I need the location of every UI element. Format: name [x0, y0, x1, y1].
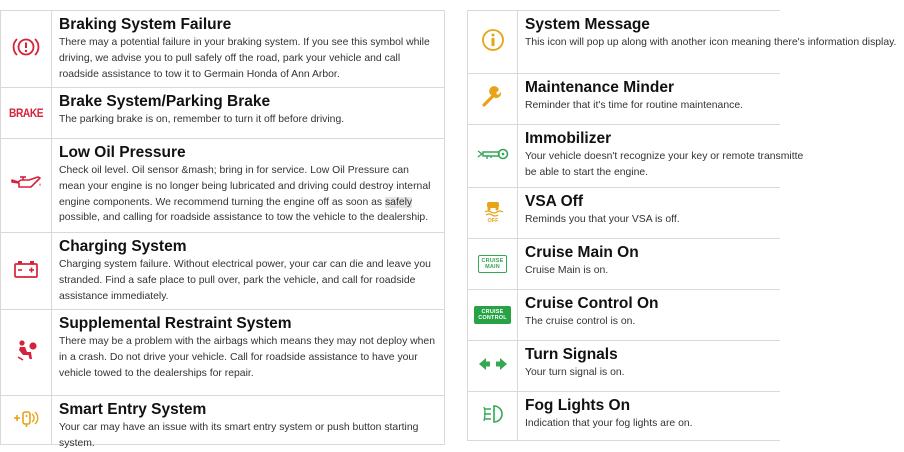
- table-row-turn-signals: [468, 340, 780, 391]
- highlighted-word: safely: [384, 196, 413, 208]
- info-icon: [481, 28, 505, 57]
- airbag-icon: [14, 339, 38, 366]
- description-text: be able to start the engine.: [525, 166, 649, 178]
- smart-key-icon: [11, 408, 41, 433]
- icon-cell: [468, 11, 518, 73]
- description-text: Reminds you that your VSA is off.: [525, 214, 680, 225]
- turn-signal-icon: [478, 357, 508, 376]
- icon-cell: [468, 239, 518, 289]
- text-cell: [518, 392, 780, 440]
- description-text: Charging system failure. Without electrical power, your car can die and leave you stranded. Find a safe place to pull over, park the vehicle, and call for roadside assistance immediately.: [59, 259, 431, 302]
- table-row-charging: [1, 232, 444, 309]
- icon-cell: [1, 88, 52, 138]
- item-title: Smart Entry System: [59, 401, 207, 418]
- text-cell: [52, 88, 444, 138]
- description-text: The cruise control is on.: [525, 316, 636, 327]
- item-description: [59, 112, 436, 128]
- oil-can-icon: [9, 174, 43, 197]
- description-text: This icon will pop up along with another icon meaning there's information display.: [525, 37, 897, 48]
- item-description: [525, 416, 772, 432]
- text-cell: [518, 188, 780, 238]
- icon-cell: [1, 11, 52, 87]
- item-title: Supplemental Restraint System: [59, 315, 292, 332]
- badge-text: CRUISE: [481, 309, 504, 315]
- icon-cell: [1, 310, 52, 395]
- brake-failure-icon: [12, 35, 40, 64]
- item-description: [59, 420, 436, 452]
- item-title: Fog Lights On: [525, 397, 631, 414]
- immobilizer-key-icon: [477, 145, 509, 168]
- icon-cell: [468, 188, 518, 238]
- description-text: There may a potential failure in your braking system. If you see this symbol while driving, we advise you to pull safely off the road, park your vehicle and call roadside assistance to tow it to Germain Honda of Ann Arbor.: [59, 37, 430, 80]
- svg-text:OFF: OFF: [487, 217, 498, 224]
- warning-lights-table-right: [467, 10, 897, 441]
- icon-cell: [1, 396, 52, 444]
- brake-word-icon: BRAKE: [8, 106, 44, 120]
- text-cell: [52, 310, 444, 395]
- description-text: Your vehicle doesn't recognize your key or remote transmitte: [525, 151, 804, 162]
- table-row-low-oil: [1, 138, 444, 232]
- text-cell: [518, 239, 780, 289]
- item-description: [59, 334, 436, 381]
- item-title: VSA Off: [525, 193, 583, 210]
- item-description: [59, 163, 436, 226]
- item-description: [525, 365, 772, 381]
- table-row-brake-parking: [1, 87, 444, 138]
- description-text: Your car may have an issue with its smart entry system or push button starting system.: [59, 422, 419, 449]
- item-description: [525, 149, 803, 181]
- left-column: [0, 10, 445, 449]
- text-cell: [518, 290, 780, 340]
- icon-cell: [1, 139, 52, 232]
- item-title: Maintenance Minder: [525, 79, 674, 96]
- cruise-control-icon: [474, 306, 511, 324]
- table-row-vsa: [468, 187, 780, 238]
- table-row-braking-failure: [1, 11, 444, 87]
- text-cell: [52, 139, 444, 232]
- item-title: Braking System Failure: [59, 16, 232, 33]
- description-text: Check oil level. Oil sensor &mash; bring in for service. Low Oil Pressure can mean your engine is no longer being lubricated and driving could destroy internal engine components. We recommend turning the engine off as soon as: [59, 165, 431, 208]
- item-title: Immobilizer: [525, 130, 612, 147]
- description-text: Reminder that it's time for routine maintenance.: [525, 100, 743, 111]
- item-description: [59, 35, 436, 82]
- description-text: Indication that your fog lights are on.: [525, 418, 693, 429]
- text-cell: [518, 341, 780, 391]
- icon-cell: [468, 74, 518, 124]
- icon-cell: [468, 341, 518, 391]
- warning-lights-table-left: [0, 10, 445, 449]
- item-title: Low Oil Pressure: [59, 144, 186, 161]
- wrench-icon: [480, 86, 506, 113]
- item-description: [59, 257, 436, 304]
- item-title: System Message: [525, 16, 650, 33]
- badge-text: MAIN: [485, 264, 500, 270]
- text-cell: [52, 396, 444, 449]
- text-cell: [518, 11, 904, 73]
- item-description: [525, 314, 772, 330]
- item-description: [525, 98, 772, 114]
- cruise-main-icon: [478, 255, 508, 273]
- table-row-system-message: [468, 11, 897, 73]
- description-text: The parking brake is on, remember to turn it off before driving.: [59, 114, 345, 125]
- icon-cell: [468, 392, 518, 440]
- text-cell: [52, 11, 444, 87]
- item-title: Turn Signals: [525, 346, 618, 363]
- text-cell: [518, 125, 811, 187]
- item-description: [525, 263, 772, 279]
- table-row-immobilizer: [468, 124, 804, 187]
- right-column: [467, 10, 897, 441]
- item-title: Cruise Main On: [525, 244, 639, 261]
- item-title: Charging System: [59, 238, 187, 255]
- table-row-maintenance: [468, 73, 780, 124]
- icon-cell: [468, 290, 518, 340]
- item-description: [525, 35, 896, 51]
- table-row-srs: [1, 309, 444, 395]
- text-cell: [518, 74, 780, 124]
- vsa-off-icon: [482, 199, 504, 228]
- icon-cell: [468, 125, 518, 187]
- text-cell: [52, 233, 444, 309]
- battery-icon: [13, 259, 39, 284]
- table-row-cruise-control: [468, 289, 780, 340]
- table-row-cruise-main: [468, 238, 780, 289]
- badge-text: CRUISE: [481, 258, 504, 264]
- table-row-fog-lights: [468, 391, 780, 440]
- description-text: There may be a problem with the airbags which means they may not deploy when in a crash. Do not drive your vehicle. Call for roadside assistance to have your vehicle towed to the dealerships for repair.: [59, 336, 435, 379]
- description-text: Cruise Main is on.: [525, 265, 609, 276]
- description-text: Your turn signal is on.: [525, 367, 625, 378]
- item-title: Brake System/Parking Brake: [59, 93, 271, 110]
- badge-text: CONTROL: [478, 315, 507, 321]
- item-description: [525, 212, 772, 228]
- item-title: Cruise Control On: [525, 295, 659, 312]
- fog-light-icon: [481, 403, 505, 430]
- description-text: possible, and calling for roadside assistance to tow the vehicle to the dealership.: [59, 212, 429, 224]
- icon-cell: [1, 233, 52, 309]
- table-row-smart-entry: [1, 395, 444, 449]
